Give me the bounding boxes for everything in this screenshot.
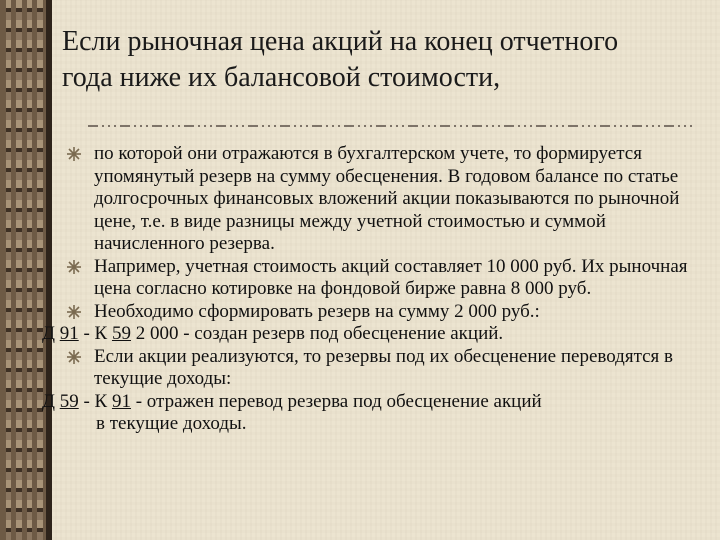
bullet-item	[40, 346, 712, 391]
debit-account-link[interactable]: 91	[59, 323, 79, 344]
bullet-text: Если акции реализуются, то резервы под их обесценение переводятся в текущие доходы:	[94, 345, 674, 389]
credit-account-link[interactable]: 59	[111, 323, 131, 344]
asterisk-bullet-icon	[67, 305, 81, 319]
bullet-text: по которой они отражаются в бухгалтерском учете, то формируется упомянутый резерв на сумму обесценения. В годовом балансе по статье долгосрочных финансовых вложений акции показываются по рыночной цене, т.е. в виде разницы между учетной стоимостью и суммой начисленного резерва.	[94, 143, 680, 254]
accounting-entry	[40, 391, 712, 436]
slide-title	[62, 24, 712, 96]
bullet-text: Например, учетная стоимость акций составляет 10 000 руб. Их рыночная цена согласно котировке на фондовой бирже равна 8 000 руб.	[94, 255, 688, 299]
bullet-item	[40, 301, 712, 324]
debit-account-link[interactable]: 59	[59, 390, 79, 412]
asterisk-bullet-icon	[67, 350, 81, 364]
bullet-item	[40, 143, 712, 256]
title-line-2: года ниже их балансовой стоимости,	[62, 62, 501, 93]
border-stripe	[6, 0, 11, 540]
bullet-text: Необходимо сформировать резерв на сумму 2 000 руб.:	[94, 300, 540, 322]
entry-description: - отражен перевод резерва под обесценение акций	[135, 390, 542, 412]
slide-body	[40, 143, 712, 436]
accounting-entry	[40, 323, 712, 346]
title-divider	[88, 120, 692, 132]
debit-label: Д	[42, 323, 55, 344]
credit-label: - К	[83, 390, 108, 412]
border-stripe	[27, 0, 32, 540]
credit-account-link[interactable]: 91	[111, 390, 131, 412]
border-stripe	[16, 0, 22, 540]
entry-description: 2 000 - создан резерв под обесценение акций.	[135, 323, 504, 344]
asterisk-bullet-icon	[67, 260, 81, 274]
asterisk-bullet-icon	[67, 147, 81, 161]
title-line-1: Если рыночная цена акций на конец отчетного	[62, 26, 619, 57]
credit-label: - К	[83, 323, 108, 344]
entry-description-continued: в текущие доходы.	[96, 413, 247, 434]
bullet-item	[40, 256, 712, 301]
debit-label: Д	[42, 390, 55, 412]
